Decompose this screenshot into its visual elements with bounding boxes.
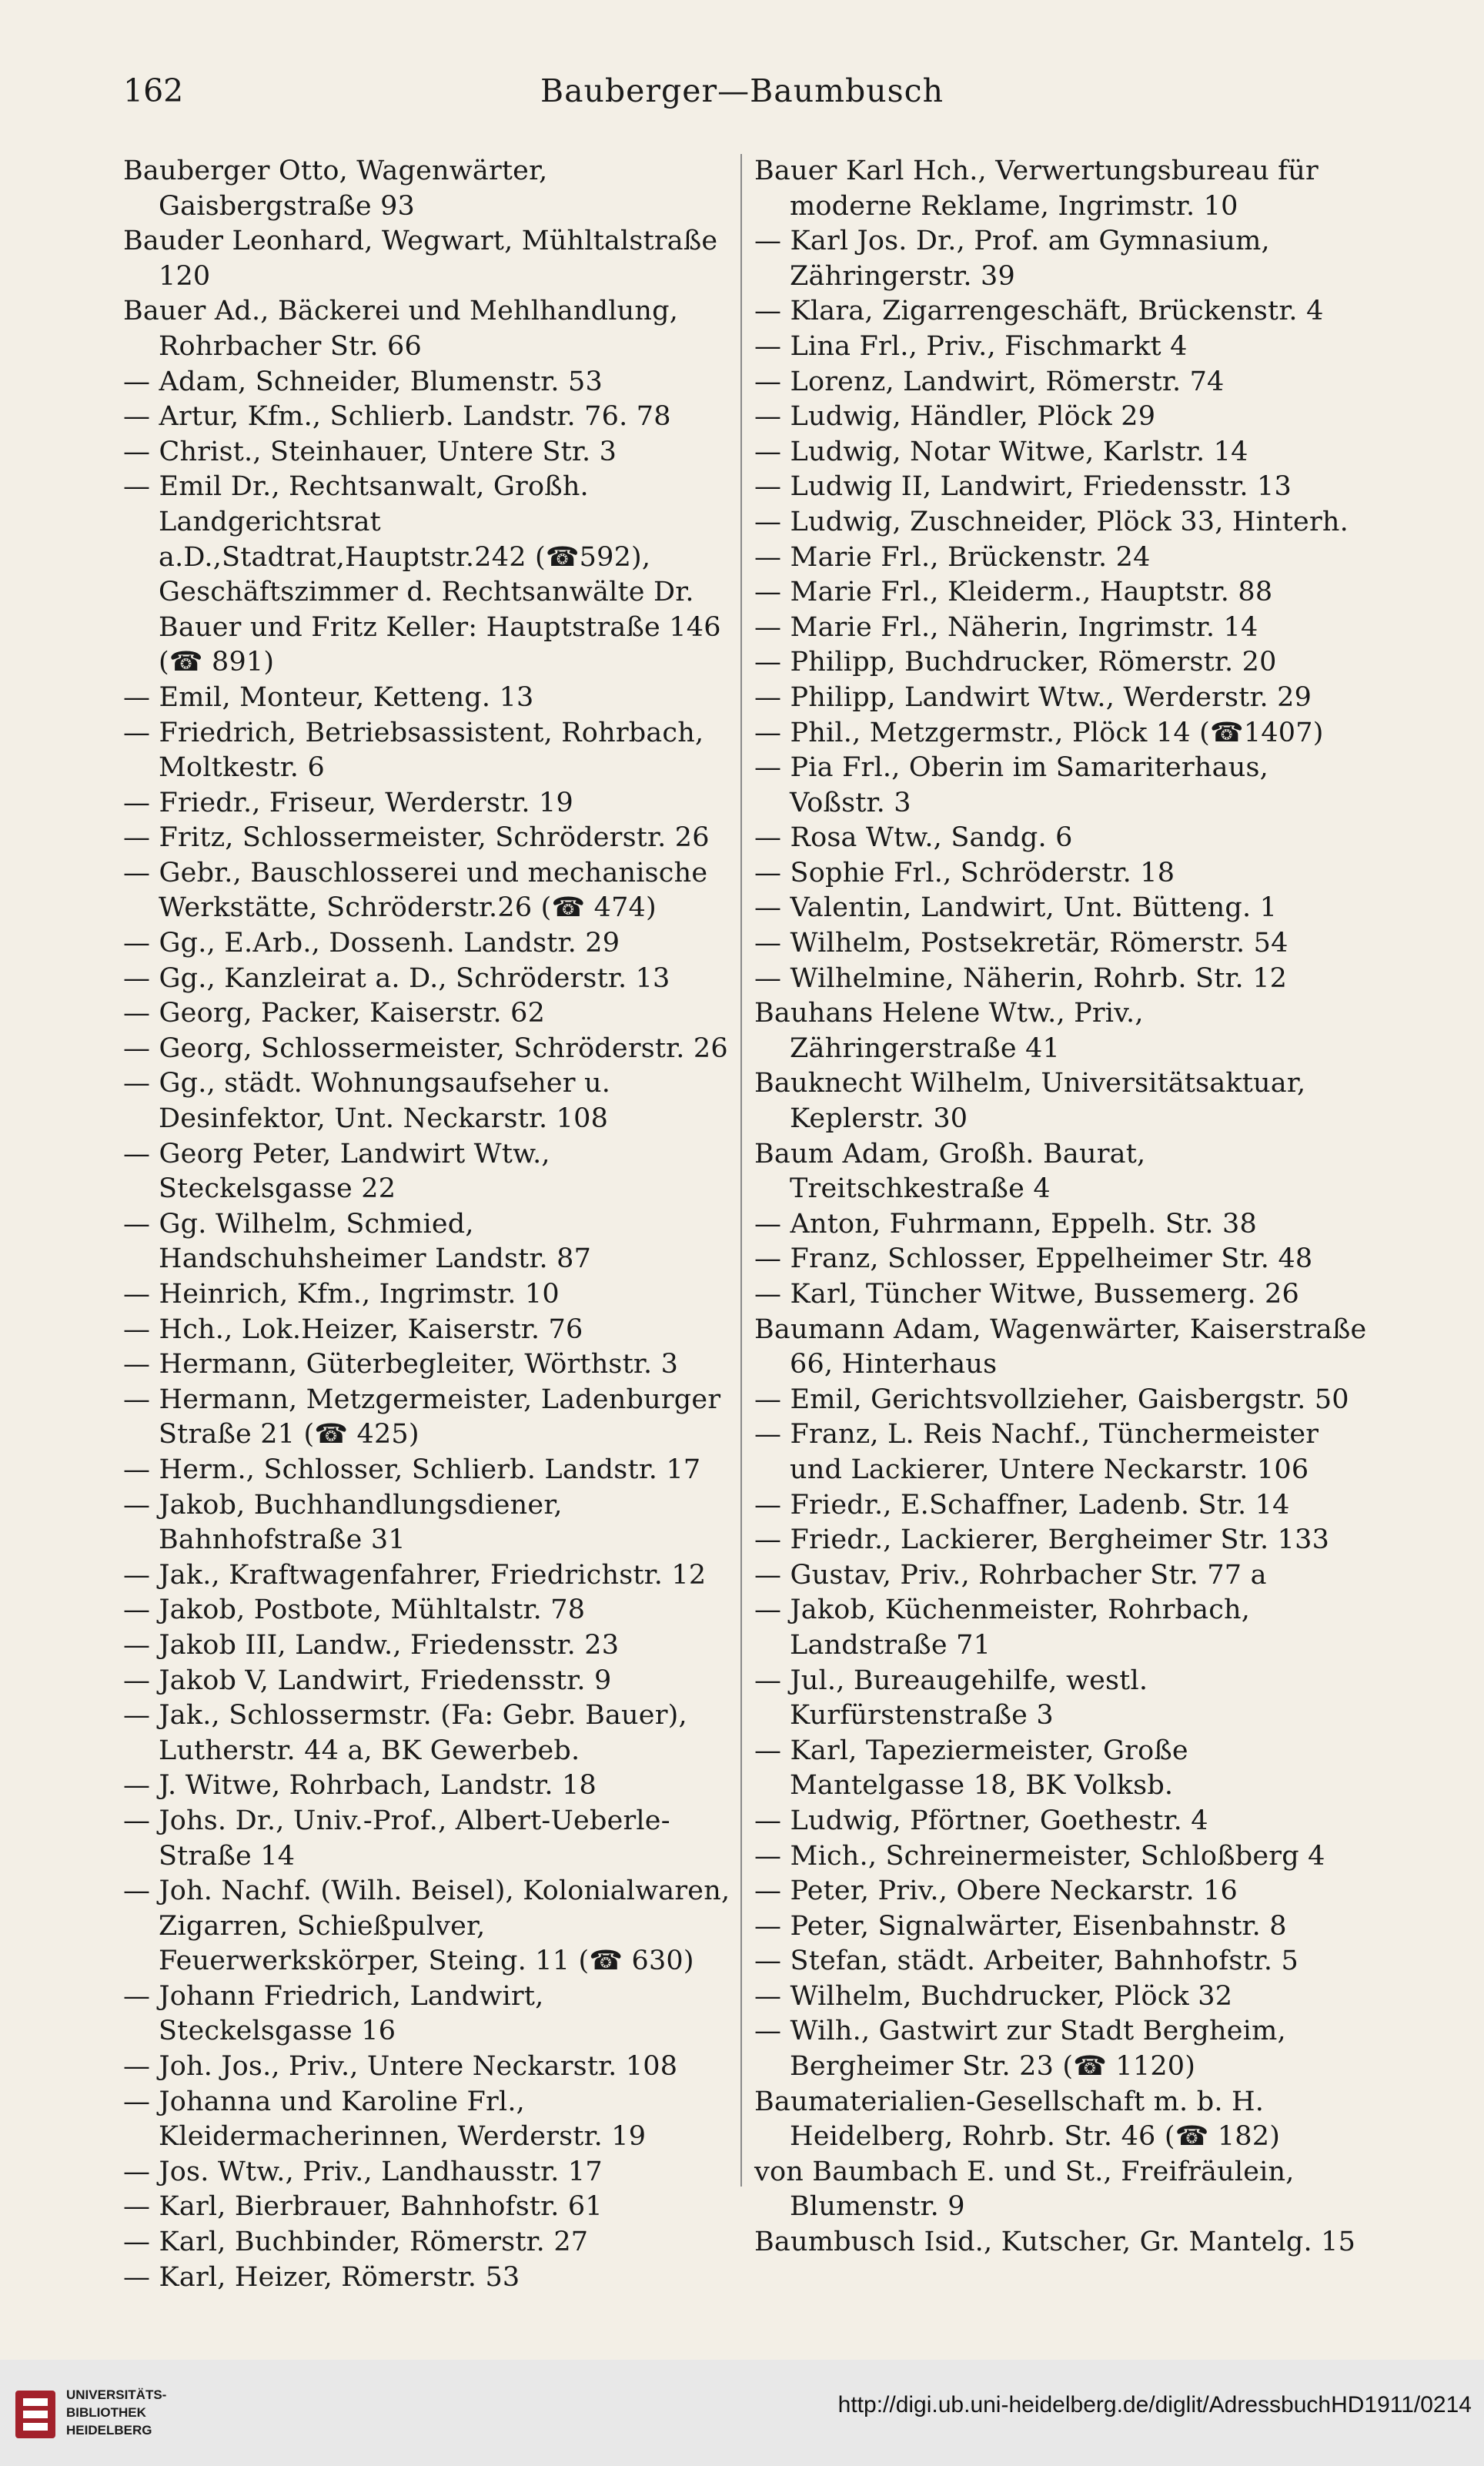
directory-entry: — Karl, Bierbrauer, Bahnhofstr. 61 bbox=[123, 2191, 603, 2223]
directory-entry: — Hermann, Güterbegleiter, Wörthstr. 3 bbox=[123, 1349, 679, 1380]
directory-entry: — Gebr., Bauschlosserei und mechanische Werkstätte, Schröderstr.26 (☎ 474) bbox=[123, 857, 708, 924]
directory-entry: — J. Witwe, Rohrbach, Landstr. 18 bbox=[123, 1770, 597, 1802]
logo-line: HEIDELBERG bbox=[66, 2423, 152, 2438]
directory-entry: — Gg. Wilhelm, Schmied, Handschuhsheimer Landstr. 87 bbox=[123, 1208, 592, 1275]
directory-entry: — Mich., Schreinermeister, Schloßberg 4 bbox=[754, 1840, 1325, 1872]
directory-entry: — Hch., Lok.Heizer, Kaiserstr. 76 bbox=[123, 1313, 583, 1345]
directory-entry: — Wilhelm, Buchdrucker, Plöck 32 bbox=[754, 1980, 1233, 2012]
directory-entry: — Johann Friedrich, Landwirt, Steckelsgasse 16 bbox=[123, 1980, 544, 2047]
directory-entry: — Ludwig, Händler, Plöck 29 bbox=[754, 401, 1156, 433]
left-column bbox=[123, 154, 739, 2295]
directory-entry: Baumaterialien-Gesellschaft m. b. H. Heidelberg, Rohrb. Str. 46 (☎ 182) bbox=[754, 2086, 1281, 2153]
directory-entry: — Gg., städt. Wohnungsaufseher u. Desinfektor, Unt. Neckarstr. 108 bbox=[123, 1068, 611, 1135]
directory-entry: — Jakob, Buchhandlungsdiener, Bahnhofstraße 31 bbox=[123, 1489, 563, 1556]
directory-entry: — Sophie Frl., Schröderstr. 18 bbox=[754, 857, 1175, 888]
directory-entry: — Rosa Wtw., Sandg. 6 bbox=[754, 822, 1073, 854]
directory-entry: von Baumbach E. und St., Freifräulein, Blumenstr. 9 bbox=[754, 2156, 1295, 2223]
directory-entry: — Friedr., Lackierer, Bergheimer Str. 133 bbox=[754, 1524, 1330, 1556]
directory-entry: — Emil Dr., Rechtsanwalt, Großh. Landgerichtsrat a.D.,Stadtrat,Hauptstr.242 (☎592), Geschäftszimmer d. Rechtsanwälte Dr. Bauer und Fritz Keller: Hauptstraße 146 (☎ 891) bbox=[123, 471, 721, 678]
directory-entry: — Jakob, Postbote, Mühltalstr. 78 bbox=[123, 1594, 586, 1626]
directory-entry: — Jul., Bureaugehilfe, westl. Kurfürstenstraße 3 bbox=[754, 1665, 1148, 1732]
logo-line: UNIVERSITÄTS- bbox=[66, 2387, 167, 2402]
directory-entry: — Gg., Kanzleirat a. D., Schröderstr. 13 bbox=[123, 962, 670, 994]
university-seal-icon bbox=[12, 2386, 58, 2443]
directory-entry: Baumbusch Isid., Kutscher, Gr. Mantelg. 15 bbox=[754, 2227, 1356, 2258]
page-title: Bauberger—Baumbusch bbox=[540, 72, 944, 109]
directory-entry: — Marie Frl., Näherin, Ingrimstr. 14 bbox=[754, 611, 1258, 643]
directory-entry: — Karl Jos. Dr., Prof. am Gymnasium, Zähringerstr. 39 bbox=[754, 226, 1270, 292]
directory-entry: Bauer Karl Hch., Verwertungsbureau für moderne Reklame, Ingrimstr. 10 bbox=[754, 156, 1319, 222]
directory-entry: — Fritz, Schlossermeister, Schröderstr. 26 bbox=[123, 822, 710, 854]
directory-entry: — Marie Frl., Brückenstr. 24 bbox=[754, 541, 1151, 573]
library-logo-text bbox=[66, 2386, 166, 2439]
directory-entry: — Heinrich, Kfm., Ingrimstr. 10 bbox=[123, 1279, 560, 1310]
directory-entry: — Jakob III, Landw., Friedensstr. 23 bbox=[123, 1629, 620, 1661]
directory-entry: — Christ., Steinhauer, Untere Str. 3 bbox=[123, 436, 617, 467]
directory-entry: — Georg, Schlossermeister, Schröderstr. 26 bbox=[123, 1032, 728, 1064]
directory-entry: — Ludwig, Notar Witwe, Karlstr. 14 bbox=[754, 436, 1248, 467]
directory-entry: — Anton, Fuhrmann, Eppelh. Str. 38 bbox=[754, 1208, 1257, 1240]
source-url-link[interactable]: http://digi.ub.uni-heidelberg.de/diglit/AdressbuchHD1911/0214 bbox=[837, 2392, 1472, 2417]
footer-bar bbox=[0, 2360, 1484, 2466]
page-number: 162 bbox=[123, 72, 184, 109]
directory-entry: — Philipp, Landwirt Wtw., Werderstr. 29 bbox=[754, 681, 1312, 713]
directory-entry: — Karl, Tüncher Witwe, Bussemerg. 26 bbox=[754, 1279, 1299, 1310]
directory-entry: — Johanna und Karoline Frl., Kleidermacherinnen, Werderstr. 19 bbox=[123, 2086, 647, 2153]
directory-entry: — Pia Frl., Oberin im Samariterhaus, Voßstr. 3 bbox=[754, 752, 1268, 818]
directory-entry: — Friedrich, Betriebsassistent, Rohrbach, Moltkestr. 6 bbox=[123, 717, 704, 784]
directory-entry: — Emil, Gerichtsvollzieher, Gaisbergstr. 50 bbox=[754, 1384, 1349, 1415]
directory-entry: — Gustav, Priv., Rohrbacher Str. 77 a bbox=[754, 1559, 1267, 1591]
directory-entry: — Artur, Kfm., Schlierb. Landstr. 76. 78 bbox=[123, 401, 671, 433]
right-column bbox=[754, 154, 1370, 2260]
directory-entry: — Jos. Wtw., Priv., Landhausstr. 17 bbox=[123, 2156, 603, 2187]
directory-entry: — Friedr., E.Schaffner, Ladenb. Str. 14 bbox=[754, 1489, 1290, 1521]
directory-entry: — Friedr., Friseur, Werderstr. 19 bbox=[123, 787, 573, 818]
directory-entry: — Franz, L. Reis Nachf., Tünchermeister und Lackierer, Untere Neckarstr. 106 bbox=[754, 1419, 1319, 1485]
directory-entry: — Karl, Tapeziermeister, Große Mantelgasse 18, BK Volksb. bbox=[754, 1735, 1188, 1802]
directory-entry: — Joh. Jos., Priv., Untere Neckarstr. 108 bbox=[123, 2051, 678, 2083]
directory-entry: — Lorenz, Landwirt, Römerstr. 74 bbox=[754, 366, 1225, 397]
directory-entry: Bauhans Helene Wtw., Priv., Zähringerstraße 41 bbox=[754, 998, 1144, 1064]
directory-entry: — Georg, Packer, Kaiserstr. 62 bbox=[123, 998, 546, 1029]
directory-entry: Bauder Leonhard, Wegwart, Mühltalstraße 120 bbox=[123, 226, 718, 292]
directory-entry: — Jakob, Küchenmeister, Rohrbach, Landstraße 71 bbox=[754, 1594, 1251, 1661]
directory-entry: Bauer Ad., Bäckerei und Mehlhandlung, Rohrbacher Str. 66 bbox=[123, 296, 679, 362]
directory-entry: — Klara, Zigarrengeschäft, Brückenstr. 4 bbox=[754, 296, 1324, 327]
directory-entry: — Franz, Schlosser, Eppelheimer Str. 48 bbox=[754, 1243, 1313, 1275]
directory-entry: — Philipp, Buchdrucker, Römerstr. 20 bbox=[754, 647, 1277, 678]
directory-entry: — Lina Frl., Priv., Fischmarkt 4 bbox=[754, 330, 1188, 362]
directory-entry: — Gg., E.Arb., Dossenh. Landstr. 29 bbox=[123, 928, 620, 959]
directory-entry: — Georg Peter, Landwirt Wtw., Steckelsgasse 22 bbox=[123, 1138, 550, 1205]
directory-entry: Baumann Adam, Wagenwärter, Kaiserstraße 66, Hinterhaus bbox=[754, 1313, 1367, 1380]
directory-entry: — Jak., Schlossermstr. (Fa: Gebr. Bauer), Lutherstr. 44 a, BK Gewerbeb. bbox=[123, 1700, 687, 1766]
logo-line: BIBLIOTHEK bbox=[66, 2405, 146, 2420]
directory-entry: — Marie Frl., Kleiderm., Hauptstr. 88 bbox=[754, 577, 1273, 608]
directory-entry: — Jakob V, Landwirt, Friedensstr. 9 bbox=[123, 1665, 612, 1696]
directory-entry: Baum Adam, Großh. Baurat, Treitschkestraße 4 bbox=[754, 1138, 1146, 1205]
library-logo[interactable] bbox=[12, 2381, 189, 2451]
directory-entry: — Joh. Nachf. (Wilh. Beisel), Kolonialwaren, Zigarren, Schießpulver, Feuerwerkskörper, Steing. 11 (☎ 630) bbox=[123, 1875, 730, 1977]
directory-entry: — Wilh., Gastwirt zur Stadt Bergheim, Bergheimer Str. 23 (☎ 1120) bbox=[754, 2016, 1286, 2083]
directory-entry: — Wilhelmine, Näherin, Rohrb. Str. 12 bbox=[754, 962, 1288, 994]
directory-entry: — Herm., Schlosser, Schlierb. Landstr. 17 bbox=[123, 1454, 701, 1485]
directory-entry: — Ludwig II, Landwirt, Friedensstr. 13 bbox=[754, 471, 1292, 503]
column-divider bbox=[740, 154, 742, 2187]
directory-entry: — Ludwig, Zuschneider, Plöck 33, Hinterh. bbox=[754, 506, 1349, 537]
directory-entry: — Peter, Priv., Obere Neckarstr. 16 bbox=[754, 1875, 1238, 1907]
directory-entry: — Valentin, Landwirt, Unt. Bütteng. 1 bbox=[754, 892, 1278, 924]
directory-entry: — Stefan, städt. Arbeiter, Bahnhofstr. 5 bbox=[754, 1946, 1299, 1977]
directory-entry: — Wilhelm, Postsekretär, Römerstr. 54 bbox=[754, 928, 1288, 959]
directory-entry: — Peter, Signalwärter, Eisenbahnstr. 8 bbox=[754, 1910, 1287, 1942]
directory-entry: — Adam, Schneider, Blumenstr. 53 bbox=[123, 366, 603, 397]
directory-entry: — Phil., Metzgermstr., Plöck 14 (☎1407) bbox=[754, 717, 1324, 748]
directory-entry: Bauknecht Wilhelm, Universitätsaktuar, Keplerstr. 30 bbox=[754, 1068, 1306, 1135]
directory-entry: — Ludwig, Pförtner, Goethestr. 4 bbox=[754, 1805, 1208, 1836]
directory-entry: — Emil, Monteur, Ketteng. 13 bbox=[123, 681, 534, 713]
directory-entry: Bauberger Otto, Wagenwärter, Gaisbergstraße 93 bbox=[123, 156, 548, 222]
directory-entry: — Karl, Buchbinder, Römerstr. 27 bbox=[123, 2227, 589, 2258]
page-header bbox=[0, 72, 1484, 119]
directory-entry: — Karl, Heizer, Römerstr. 53 bbox=[123, 2261, 520, 2293]
directory-entry: — Jak., Kraftwagenfahrer, Friedrichstr. 12 bbox=[123, 1559, 707, 1591]
directory-entry: — Hermann, Metzgermeister, Ladenburger Straße 21 (☎ 425) bbox=[123, 1384, 721, 1450]
directory-entry: — Johs. Dr., Univ.-Prof., Albert-Ueberle-Straße 14 bbox=[123, 1805, 670, 1872]
